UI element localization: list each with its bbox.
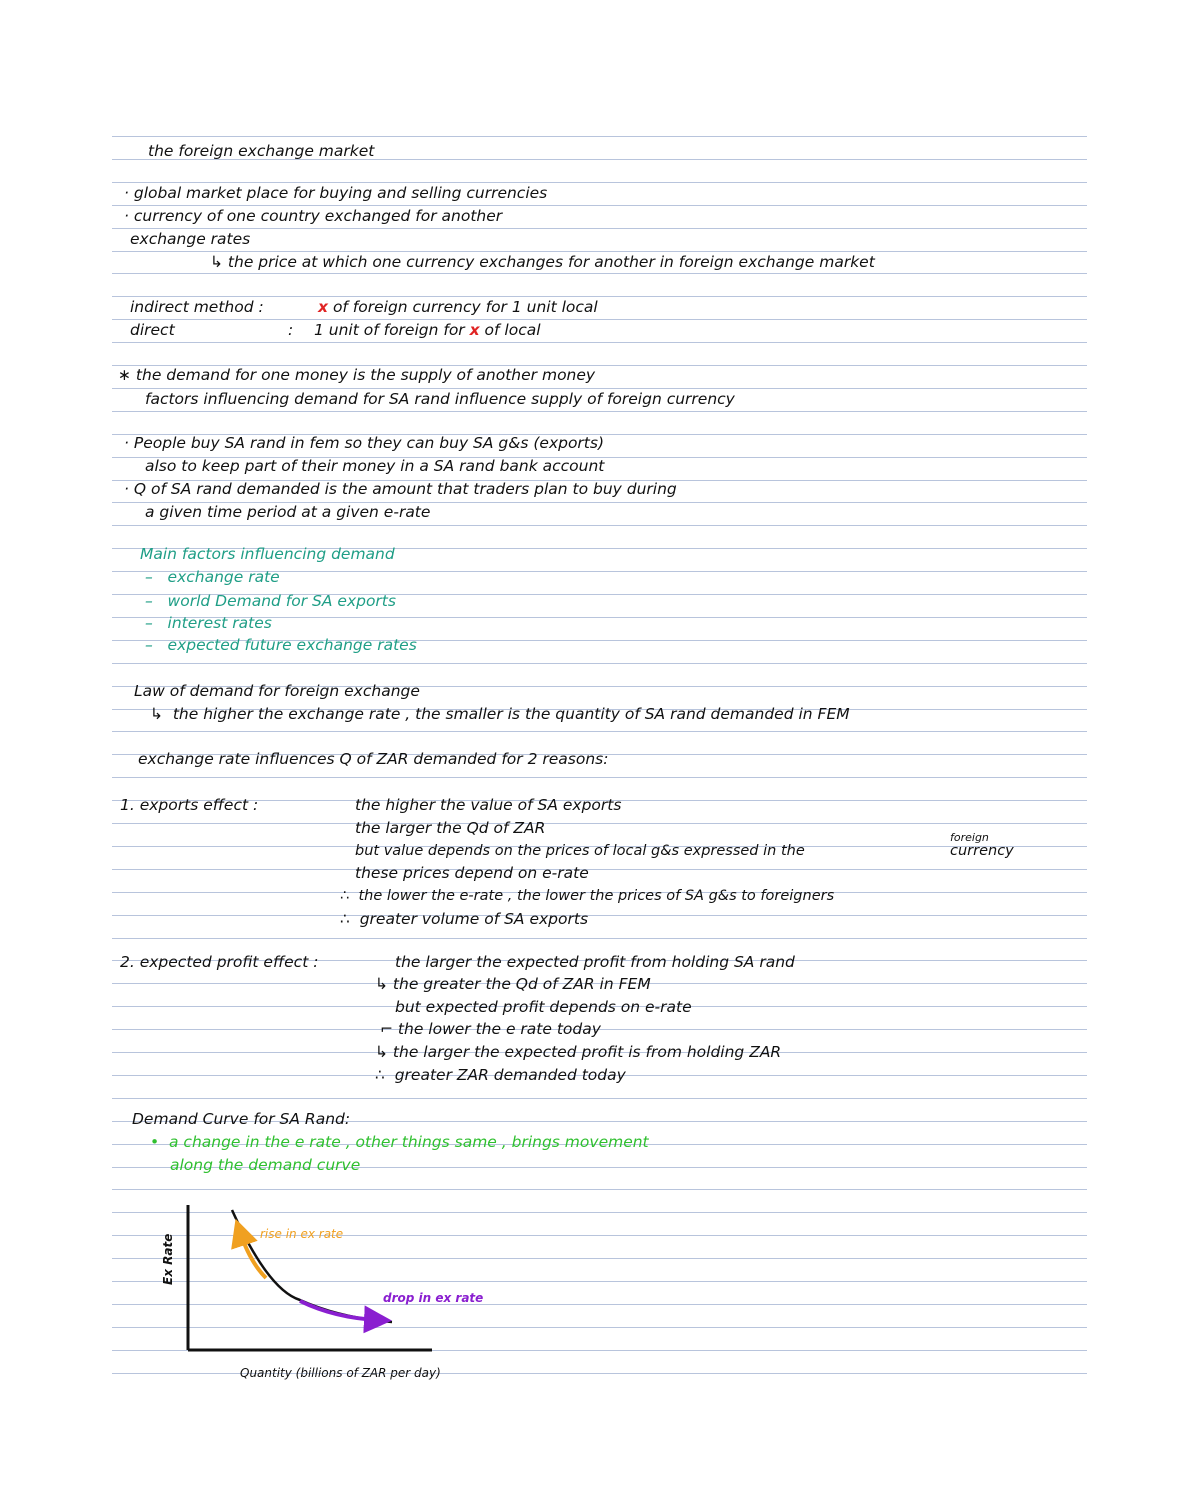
ruled-line xyxy=(112,731,1087,732)
ruled-line xyxy=(112,296,1087,297)
effect-text: greater volume of SA exports xyxy=(359,910,589,928)
ruled-line xyxy=(112,1235,1087,1236)
arrow-line: ↳ the price at which one currency exchanges for another in foreign exchange market xyxy=(210,253,875,271)
effect-line: ⌐ the lower the e rate today xyxy=(380,1020,601,1038)
ruled-line xyxy=(112,1281,1087,1282)
law-text: the higher the exchange rate , the smaller is the quantity of SA rand demanded in FEM xyxy=(172,705,850,723)
bullet-text: a given time period at a given e-rate xyxy=(145,503,431,521)
green-note: a change in the e rate , other things same , brings movement xyxy=(169,1133,649,1151)
ruled-line xyxy=(112,938,1087,939)
factor-text: interest rates xyxy=(167,614,272,632)
ruled-line xyxy=(112,319,1087,320)
section-heading: exchange rates xyxy=(130,230,251,248)
bullet-line: · Q of SA rand demanded is the amount that traders plan to buy during xyxy=(124,480,677,498)
ruled-line xyxy=(112,388,1087,389)
factor-item: – world Demand for SA exports xyxy=(145,592,396,610)
bullet-text: Q of SA rand demanded is the amount that traders plan to buy during xyxy=(133,480,677,498)
ruled-line xyxy=(112,823,1087,824)
marker-x: x xyxy=(318,298,328,316)
effect-line: ↳ the greater the Qd of ZAR in FEM xyxy=(375,975,651,993)
marker-x: x xyxy=(469,321,480,339)
ruled-line xyxy=(112,525,1087,526)
definition-text: the price at which one currency exchanges for another in foreign exchange market xyxy=(227,253,875,271)
effect-line: but value depends on the prices of local g&s expressed in the xyxy=(355,843,805,859)
note-text: factors influencing demand for SA rand influence supply of foreign currency xyxy=(145,390,735,408)
ruled-line xyxy=(112,273,1087,274)
effect-text: the greater the Qd of ZAR in FEM xyxy=(392,975,651,993)
effect-label: 2. expected profit effect : xyxy=(120,953,319,971)
effect-label: 1. exports effect : xyxy=(120,796,259,814)
demand-curve xyxy=(232,1210,392,1322)
ruled-line xyxy=(112,1212,1087,1213)
bullet-text: currency of one country exchanged for another xyxy=(133,207,503,225)
demand-curve-heading: Demand Curve for SA Rand: xyxy=(132,1110,351,1128)
x-axis-label: Quantity (billions of ZAR per day) xyxy=(240,1366,441,1380)
factor-item: – expected future exchange rates xyxy=(145,636,417,654)
ruled-line xyxy=(112,342,1087,343)
factor-item: – interest rates xyxy=(145,614,272,632)
bullet-line: · global market place for buying and selling currencies xyxy=(124,184,548,202)
method-label: direct xyxy=(130,321,175,339)
factor-item: – exchange rate xyxy=(145,568,280,586)
superscript-word: foreign xyxy=(950,831,989,844)
ruled-line xyxy=(112,205,1087,206)
effect-line: ∴ greater ZAR demanded today xyxy=(375,1066,626,1084)
law-heading: Law of demand for foreign exchange xyxy=(134,682,420,700)
effect-text: the lower the e-rate , the lower the prices of SA g&s to foreigners xyxy=(358,888,835,904)
ruled-line xyxy=(112,1098,1087,1099)
rise-annotation: rise in ex rate xyxy=(260,1227,344,1241)
drop-annotation: drop in ex rate xyxy=(383,1291,484,1305)
green-note: along the demand curve xyxy=(170,1156,361,1174)
ruled-line xyxy=(112,136,1087,137)
ruled-line xyxy=(112,251,1087,252)
effect-line: ↳ the larger the expected profit is from holding ZAR xyxy=(375,1043,782,1061)
colon: : xyxy=(288,321,294,339)
note-text: the demand for one money is the supply of another money xyxy=(135,366,596,384)
bullet-line: • a change in the e rate , other things same , brings movement xyxy=(150,1133,649,1151)
ruled-line xyxy=(112,228,1087,229)
effect-line: the larger the Qd of ZAR xyxy=(355,819,546,837)
effect-line: ∴ the lower the e-rate , the lower the prices of SA g&s to foreigners xyxy=(340,888,835,904)
ruled-line xyxy=(112,777,1087,778)
y-axis-label: Ex Rate xyxy=(161,1233,175,1285)
ruled-line xyxy=(112,1373,1087,1374)
ruled-line xyxy=(112,915,1087,916)
ruled-line xyxy=(112,182,1087,183)
rise-arrow xyxy=(240,1232,266,1278)
effect-line: the higher the value of SA exports xyxy=(355,796,622,814)
factors-heading: Main factors influencing demand xyxy=(140,545,395,563)
factor-text: world Demand for SA exports xyxy=(167,592,396,610)
effect-line: ∴ greater volume of SA exports xyxy=(340,910,589,928)
bullet-text: also to keep part of their money in a SA rand bank account xyxy=(145,457,605,475)
bullet-line: · currency of one country exchanged for another xyxy=(124,207,503,225)
effect-text: the lower the e rate today xyxy=(397,1020,601,1038)
effect-line: the larger the expected profit from holding SA rand xyxy=(395,953,795,971)
factor-text: expected future exchange rates xyxy=(167,636,417,654)
ruled-line xyxy=(112,1350,1087,1351)
ruled-line xyxy=(112,663,1087,664)
effect-line: currency xyxy=(950,843,1014,859)
method-line xyxy=(318,298,598,316)
ruled-line xyxy=(112,1258,1087,1259)
page-title: the foreign exchange market xyxy=(148,142,375,160)
ruled-line xyxy=(112,411,1087,412)
note-line: ∗ the demand for one money is the supply of another money xyxy=(118,366,596,384)
ruled-line xyxy=(112,1327,1087,1328)
effect-line: these prices depend on e-rate xyxy=(355,864,589,882)
bullet-text: global market place for buying and selling currencies xyxy=(133,184,548,202)
bullet-text: People buy SA rand in fem so they can buy SA g&s (exports) xyxy=(133,434,605,452)
factor-text: exchange rate xyxy=(167,568,280,586)
ruled-line xyxy=(112,869,1087,870)
reasons-heading: exchange rate influences Q of ZAR demanded for 2 reasons: xyxy=(138,750,609,768)
method-text: of foreign currency for 1 unit local xyxy=(332,298,598,316)
method-label: indirect method : xyxy=(130,298,264,316)
method-text: of local xyxy=(484,321,541,339)
bullet-line: · People buy SA rand in fem so they can buy SA g&s (exports) xyxy=(124,434,605,452)
effect-line: but expected profit depends on e-rate xyxy=(395,998,692,1016)
ruled-line xyxy=(112,1189,1087,1190)
arrow-line: ↳ the higher the exchange rate , the smaller is the quantity of SA rand demanded in FEM xyxy=(150,705,850,723)
ruled-line xyxy=(112,1304,1087,1305)
method-line xyxy=(314,321,541,339)
method-text: 1 unit of foreign for xyxy=(314,321,465,339)
effect-text: the larger the expected profit is from holding ZAR xyxy=(392,1043,782,1061)
effect-text: greater ZAR demanded today xyxy=(394,1066,626,1084)
